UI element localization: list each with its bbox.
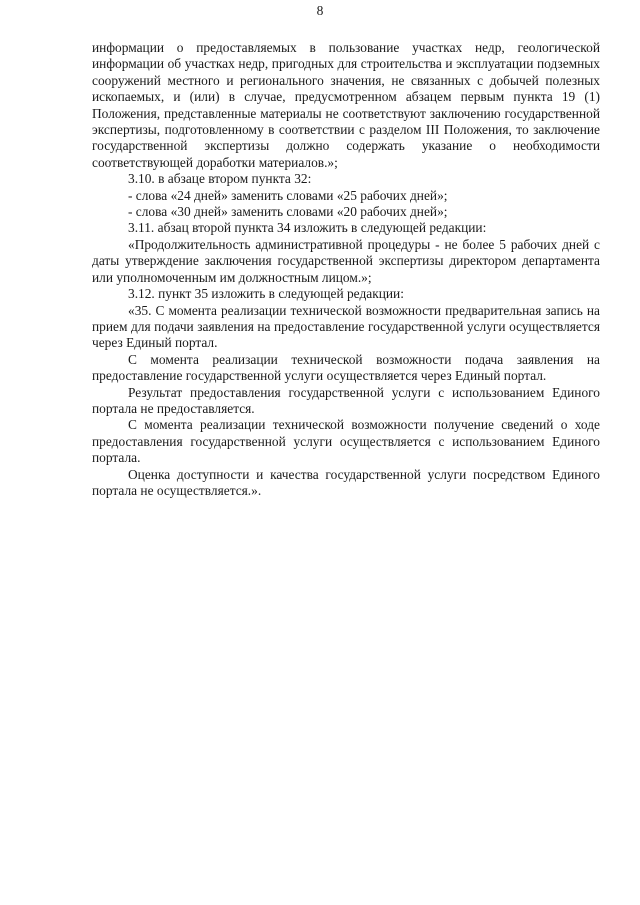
paragraph-quality-assessment: Оценка доступности и качества государственной услуги посредством Единого портала не осуществляется.». <box>92 466 600 498</box>
paragraph-status-information: С момента реализации технической возможности получение сведений о ходе предоставления государственной услуги осуществляется с использованием Единого портала. <box>92 417 600 466</box>
document-body <box>92 40 600 499</box>
paragraph-item-3-10: 3.10. в абзаце втором пункта 32: <box>128 171 312 187</box>
paragraph-result-provision: Результат предоставления государственной услуги с использованием Единого портала не предоставляется. <box>92 384 600 416</box>
page-number: 8 <box>316 3 324 18</box>
paragraph-application-submission: С момента реализации технической возможности подача заявления на предоставление государственной услуги осуществляется через Единый портал. <box>92 351 600 384</box>
paragraph-item-3-11: 3.11. абзац второй пункта 34 изложить в следующей редакции: <box>128 220 487 236</box>
paragraph-continuation: информации о предоставляемых в пользование участках недр, геологической информации об участках недр, пригодных для строительства и эксплуатации подземных сооружений местного и регионального значения, не связанных с добычей полезных ископаемых, и (или) в случае, предусмотренном абзацем первым пункта 19 (1) Положения, представленные материалы не соответствуют заключению государственной экспертизы, подготовленному в соответствии с разделом III Положения, то заключение государственной экспертизы должно содержать указание о необходимости соответствующей доработки материалов.»; <box>92 40 600 170</box>
paragraph-quote-duration: «Продолжительность административной процедуры - не более 5 рабочих дней с даты утверждение заключения государственной экспертизы директором департамента или уполномоченным им должностным лицом.»; <box>92 236 600 285</box>
paragraph-point-35: «35. С момента реализации технической возможности предварительная запись на прием для подачи заявления на предоставление государственной услуги осуществляется через Единый портал. <box>92 302 600 351</box>
paragraph-dash-30-days: - слова «30 дней» заменить словами «20 рабочих дней»; <box>128 204 448 220</box>
paragraph-item-3-12: 3.12. пункт 35 изложить в следующей редакции: <box>128 286 404 302</box>
paragraph-dash-24-days: - слова «24 дней» заменить словами «25 рабочих дней»; <box>128 187 448 203</box>
